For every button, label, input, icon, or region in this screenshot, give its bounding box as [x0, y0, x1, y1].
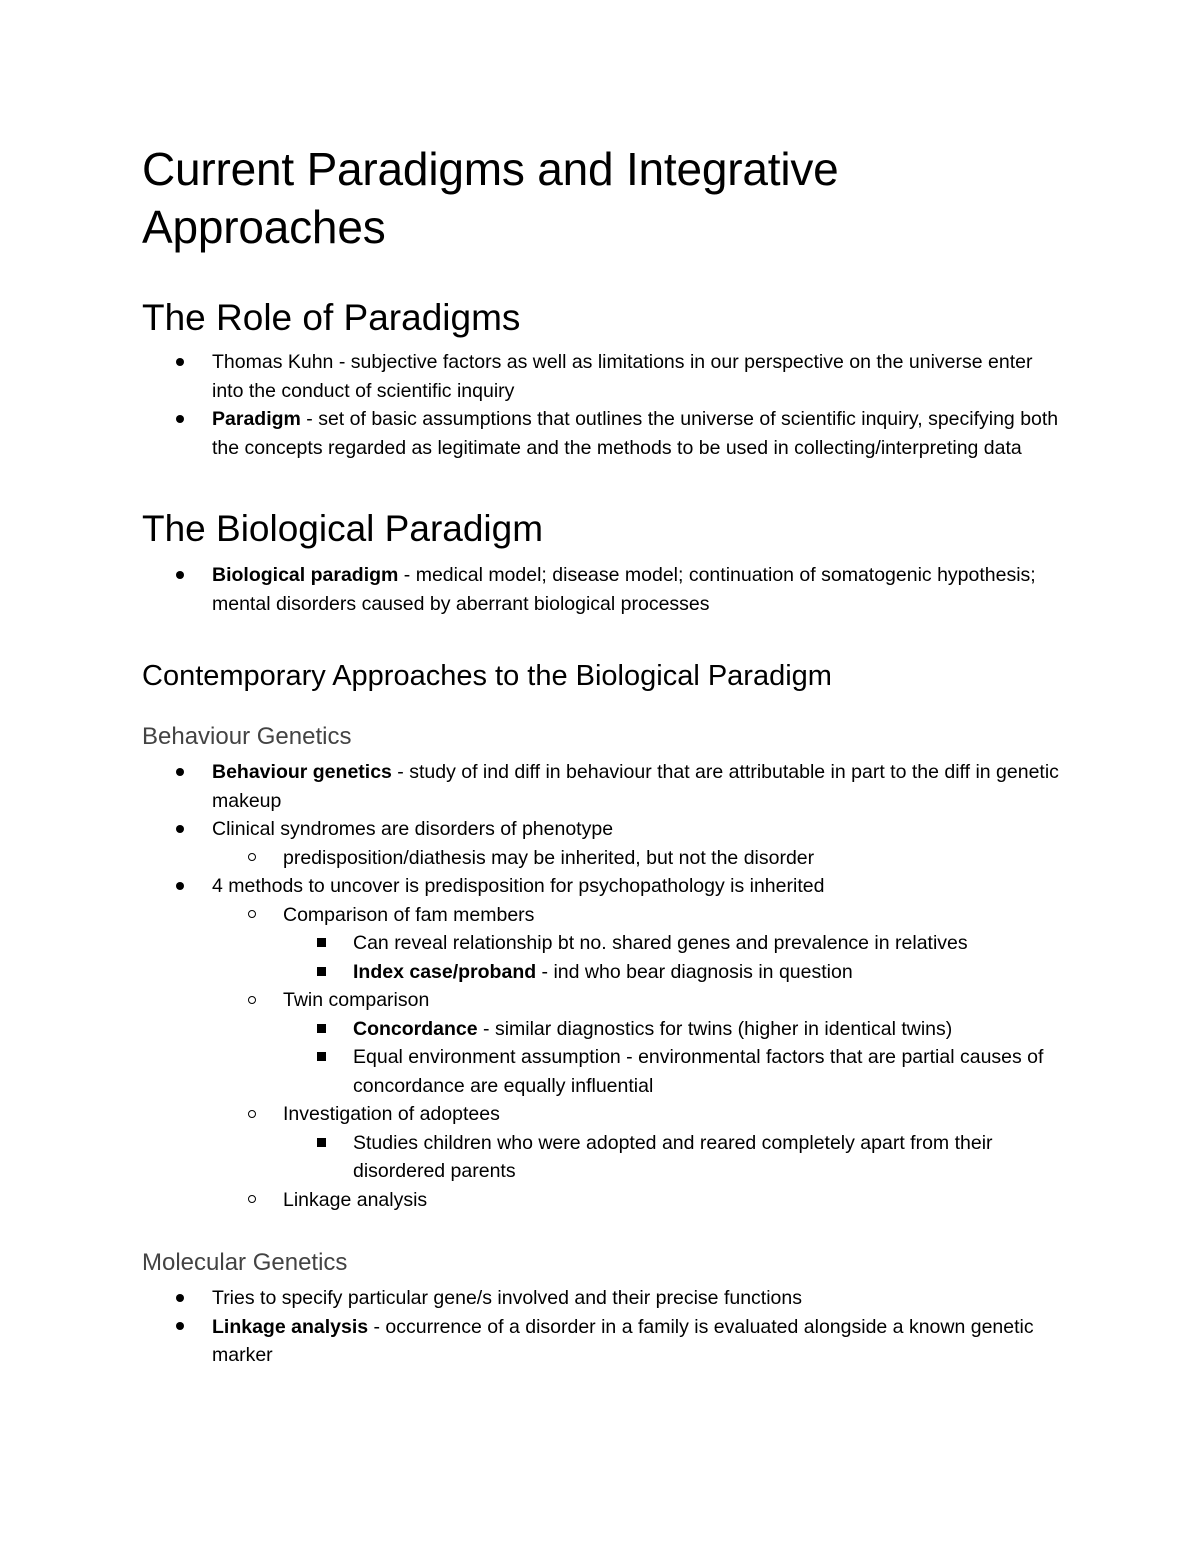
list-subsubitem — [142, 958, 1062, 987]
item-text: Can reveal relationship bt no. shared genes and prevalence in relatives — [353, 932, 968, 954]
item-term: Index case/proband — [353, 960, 537, 983]
document-title: Current Paradigms and Integrative Approaches — [142, 143, 839, 253]
list-subitem — [142, 986, 1062, 1015]
list-subsubitem — [142, 1043, 1062, 1100]
bullet-dot-icon — [176, 1313, 184, 1342]
bullet-dot-icon — [176, 1284, 184, 1313]
item-text: - set of basic assumptions that outlines the universe of scientific inquiry, specifying both the concepts regarded as legitimate and the methods to be used in collecting/interpreting data — [212, 408, 1059, 459]
heading-contemporary-approaches: Contemporary Approaches to the Biological Paradigm — [142, 660, 832, 692]
item-text: predisposition/diathesis may be inherited, but not the disorder — [283, 846, 815, 869]
item-term: Concordance — [353, 1017, 478, 1040]
bullet-square-icon — [317, 1129, 326, 1158]
heading-role-of-paradigms: The Role of Paradigms — [142, 297, 521, 338]
bullet-ring-icon — [248, 1100, 256, 1129]
bullet-square-icon — [317, 929, 326, 958]
item-term: Biological paradigm — [212, 564, 399, 586]
item-text: Equal environment assumption - environmental factors that are partial causes of concordance are equally influential — [353, 1046, 1044, 1097]
list-item — [142, 758, 1062, 815]
bullet-square-icon — [317, 1015, 326, 1044]
list-item — [142, 872, 1062, 901]
bullet-dot-icon — [176, 758, 184, 787]
list-subsubitem — [142, 1015, 1062, 1044]
list-item — [142, 1284, 1062, 1313]
item-text: Investigation of adoptees — [283, 1103, 500, 1125]
item-text: Tries to specify particular gene/s involved and their precise functions — [212, 1287, 802, 1309]
item-text: Thomas Kuhn - subjective factors as well as limitations in our perspective on the universe enter into the conduct of scientific inquiry — [212, 351, 1033, 402]
item-text: - ind who bear diagnosis in question — [536, 960, 853, 983]
list-molecular-genetics — [142, 1284, 1062, 1370]
document-body — [142, 140, 1062, 1370]
item-text: Clinical syndromes are disorders of phenotype — [212, 818, 614, 840]
item-term: Linkage analysis — [212, 1315, 369, 1338]
bullet-ring-icon — [248, 986, 256, 1015]
list-subitem — [142, 901, 1062, 930]
item-text: Linkage analysis — [283, 1188, 428, 1211]
list-subitem — [142, 1186, 1062, 1215]
list-item — [142, 561, 1062, 618]
heading-molecular-genetics: Molecular Genetics — [142, 1249, 348, 1276]
item-term: Behaviour genetics — [212, 761, 392, 783]
bullet-ring-icon — [248, 1186, 256, 1215]
list-item — [142, 405, 1062, 462]
heading-behaviour-genetics: Behaviour Genetics — [142, 723, 352, 750]
list-item — [142, 1313, 1062, 1370]
list-subsubitem — [142, 929, 1062, 958]
bullet-dot-icon — [176, 561, 184, 590]
item-term: Paradigm — [212, 408, 301, 430]
list-role-of-paradigms — [142, 348, 1062, 462]
bullet-dot-icon — [176, 872, 184, 901]
bullet-square-icon — [317, 958, 326, 987]
bullet-dot-icon — [176, 405, 184, 434]
item-text: Comparison of fam members — [283, 903, 535, 926]
list-behaviour-genetics — [142, 758, 1062, 1214]
item-text: - similar diagnostics for twins (higher in identical twins) — [477, 1017, 953, 1040]
heading-biological-paradigm: The Biological Paradigm — [142, 508, 544, 549]
bullet-dot-icon — [176, 348, 184, 377]
item-text: Twin comparison — [283, 989, 430, 1011]
list-item — [142, 815, 1062, 844]
bullet-ring-icon — [248, 901, 256, 930]
list-biological-paradigm — [142, 561, 1062, 618]
bullet-dot-icon — [176, 815, 184, 844]
bullet-square-icon — [317, 1043, 326, 1072]
list-subitem — [142, 844, 1062, 873]
item-text: - occurrence of a disorder in a family is evaluated alongside a known genetic marker — [212, 1315, 1034, 1366]
list-subitem — [142, 1100, 1062, 1129]
bullet-ring-icon — [248, 844, 256, 873]
item-text: 4 methods to uncover is predisposition for psychopathology is inherited — [212, 875, 825, 897]
item-text: - study of ind diff in behaviour that are attributable in part to the diff in genetic makeup — [212, 761, 1059, 812]
list-subsubitem — [142, 1129, 1062, 1186]
item-text: - medical model; disease model; continuation of somatogenic hypothesis; mental disorders caused by aberrant biological processes — [212, 564, 1036, 615]
list-item — [142, 348, 1062, 405]
item-text: Studies children who were adopted and reared completely apart from their disordered parents — [353, 1131, 993, 1182]
